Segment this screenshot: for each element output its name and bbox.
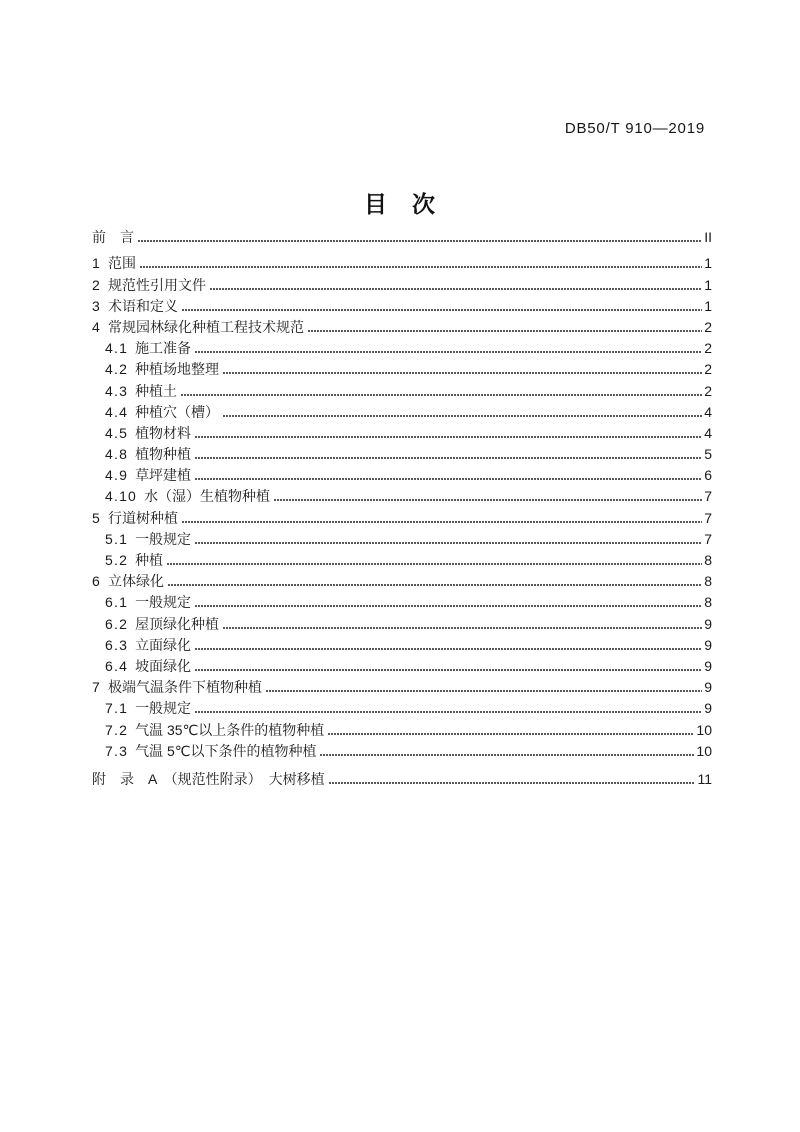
toc-entry-page: 10 — [696, 721, 712, 738]
toc-entry-label: 屋顶绿化种植 — [135, 615, 220, 632]
toc-entry-page: 2 — [704, 318, 712, 335]
toc-entry-number: 1 — [92, 255, 101, 272]
dot-leader — [195, 604, 702, 608]
dot-leader — [182, 520, 702, 524]
toc-entry — [92, 356, 712, 377]
toc-entry-number: 5.2 — [105, 552, 129, 568]
toc-entry — [92, 716, 712, 737]
toc-entry-number: 4.10 — [105, 488, 138, 505]
toc-entry-page: 9 — [704, 657, 712, 674]
dot-leader — [195, 350, 702, 354]
dot-leader — [266, 689, 702, 693]
toc-entry-number: 4.9 — [105, 467, 129, 484]
page-title: 目 次 — [364, 191, 436, 217]
toc-entry-number: 6 — [92, 573, 101, 590]
toc-entry-label: 水（湿）生植物种植 — [144, 488, 271, 505]
toc-entry — [92, 377, 712, 398]
toc-entry-page: 8 — [704, 552, 712, 568]
toc-entry-label: 行道树种植 — [108, 509, 178, 526]
toc-entry-number: 3 — [92, 297, 101, 314]
toc-entry-label: 坡面绿化 — [135, 657, 192, 674]
toc-entry — [92, 738, 712, 759]
toc-entry-page: 2 — [704, 382, 712, 399]
toc-entry-page: 2 — [704, 340, 712, 357]
toc-entry-label: 一般规定 — [135, 594, 192, 611]
toc-entry — [92, 335, 712, 356]
toc-entry — [92, 589, 712, 610]
toc-entry — [92, 653, 712, 674]
dot-leader — [167, 562, 702, 566]
toc-entry — [92, 483, 712, 504]
toc-entry — [92, 224, 712, 245]
toc-entry-number: 7.3 — [105, 742, 129, 759]
toc-entry-page: 10 — [696, 742, 712, 759]
toc-entry-number: 6.2 — [105, 615, 129, 632]
toc-entry-page: 9 — [704, 615, 712, 632]
toc-entry-page: 7 — [704, 509, 712, 526]
dot-leader — [140, 265, 702, 269]
toc-entry-number: 4.1 — [105, 340, 129, 357]
toc-entry-label: 范围 — [108, 255, 136, 272]
toc-entry-label: 气温 35℃以上条件的植物种植 — [135, 721, 325, 738]
toc-entry-page: 9 — [704, 636, 712, 653]
toc-entry — [92, 547, 712, 568]
toc-entry-label: 一般规定 — [135, 700, 192, 717]
dot-leader — [138, 239, 702, 243]
toc-entry-page: 5 — [704, 446, 712, 463]
dot-leader — [195, 710, 702, 714]
dot-leader — [195, 477, 702, 481]
dot-leader — [223, 414, 702, 418]
toc-entry — [92, 420, 712, 441]
toc-entry-page: 4 — [704, 424, 712, 441]
toc-entry — [92, 504, 712, 525]
toc-entry — [92, 766, 712, 787]
toc-entry-label: 植物种植 — [135, 446, 192, 463]
toc-entry-label: 立体绿化 — [108, 573, 164, 590]
toc-entry — [92, 462, 712, 483]
toc-entry-label: 立面绿化 — [135, 636, 192, 653]
dot-leader — [320, 753, 694, 757]
dot-leader — [308, 329, 702, 333]
dot-leader — [329, 781, 696, 785]
dot-leader — [195, 647, 702, 651]
toc-entry-number: 7.2 — [105, 721, 129, 738]
toc-entry — [92, 293, 712, 314]
toc-entry — [92, 441, 712, 462]
toc-entry — [92, 314, 712, 335]
toc-entry-page: 2 — [704, 361, 712, 378]
toc-entry-label: 常规园林绿化种植工程技术规范 — [108, 318, 304, 335]
dot-leader — [195, 541, 702, 545]
toc-entry-page: 8 — [704, 573, 712, 590]
toc-entry-label: 气温 5℃以下条件的植物种植 — [135, 742, 317, 759]
toc-entry-number: 5.1 — [105, 530, 129, 547]
toc-entry-number: 7 — [92, 679, 101, 696]
toc-entry-page: 1 — [704, 255, 712, 272]
toc-entry-page: 9 — [704, 679, 712, 696]
toc-entry-label: 种植 — [135, 552, 164, 568]
toc-entry-page: II — [704, 229, 712, 246]
toc-entry-page: 8 — [704, 594, 712, 611]
toc-entry-number: 4 — [92, 318, 101, 335]
toc-entry — [92, 526, 712, 547]
dot-leader — [182, 308, 702, 312]
toc-entry — [92, 610, 712, 631]
toc-entry-number: 4.4 — [105, 403, 129, 420]
toc-entry-page: 9 — [704, 700, 712, 717]
toc-entry-page: 7 — [704, 530, 712, 547]
toc-entry-page: 1 — [704, 297, 712, 314]
dot-leader — [210, 287, 702, 291]
toc-entry-number: 6.3 — [105, 636, 129, 653]
dot-leader — [195, 435, 702, 439]
toc-entry-label: 规范性引用文件 — [108, 276, 206, 293]
toc-entry-label: 术语和定义 — [108, 297, 178, 314]
toc-entry-number: 5 — [92, 509, 101, 526]
toc-entry — [92, 399, 712, 420]
dot-leader — [195, 456, 702, 460]
toc-entry-label: 种植场地整理 — [135, 361, 220, 378]
toc-entry-label: 附 录 A （规范性附录） 大树移植 — [92, 770, 325, 787]
toc-list — [92, 224, 712, 787]
dot-leader — [223, 371, 702, 375]
toc-entry-number: 4.2 — [105, 361, 129, 378]
dot-leader — [168, 583, 702, 587]
toc-entry-number: 4.3 — [105, 382, 129, 399]
toc-entry-label: 施工准备 — [135, 340, 192, 357]
toc-entry-page: 11 — [697, 770, 712, 787]
toc-entry-page: 4 — [704, 403, 712, 420]
dot-leader — [181, 393, 702, 397]
toc-entry-page: 6 — [704, 467, 712, 484]
toc-entry — [92, 250, 712, 271]
toc-entry — [92, 632, 712, 653]
dot-leader — [195, 668, 702, 672]
toc-entry-number: 2 — [92, 276, 101, 293]
toc-entry-number: 4.8 — [105, 446, 129, 463]
toc-entry — [92, 695, 712, 716]
toc-entry-label: 前 言 — [92, 229, 134, 246]
dot-leader — [274, 498, 702, 502]
toc-entry — [92, 674, 712, 695]
toc-entry-number: 7.1 — [105, 700, 129, 717]
toc-entry-label: 植物材料 — [135, 424, 192, 441]
toc-entry-label: 草坪建植 — [135, 467, 192, 484]
toc-entry-page: 7 — [704, 488, 712, 505]
toc-entry-label: 种植土 — [135, 382, 178, 399]
toc-entry-label: 种植穴（槽） — [135, 403, 220, 420]
dot-leader — [328, 732, 694, 736]
toc-entry-label: 一般规定 — [135, 530, 192, 547]
standard-number-header: DB50/T 910—2019 — [564, 120, 705, 137]
toc-entry-page: 1 — [704, 276, 712, 293]
toc-entry-number: 6.4 — [105, 657, 129, 674]
toc-entry-number: 4.5 — [105, 424, 129, 441]
dot-leader — [223, 626, 702, 630]
toc-entry-number: 6.1 — [105, 594, 129, 611]
toc-entry-label: 极端气温条件下植物种植 — [108, 679, 262, 696]
toc-entry — [92, 271, 712, 292]
toc-entry — [92, 568, 712, 589]
